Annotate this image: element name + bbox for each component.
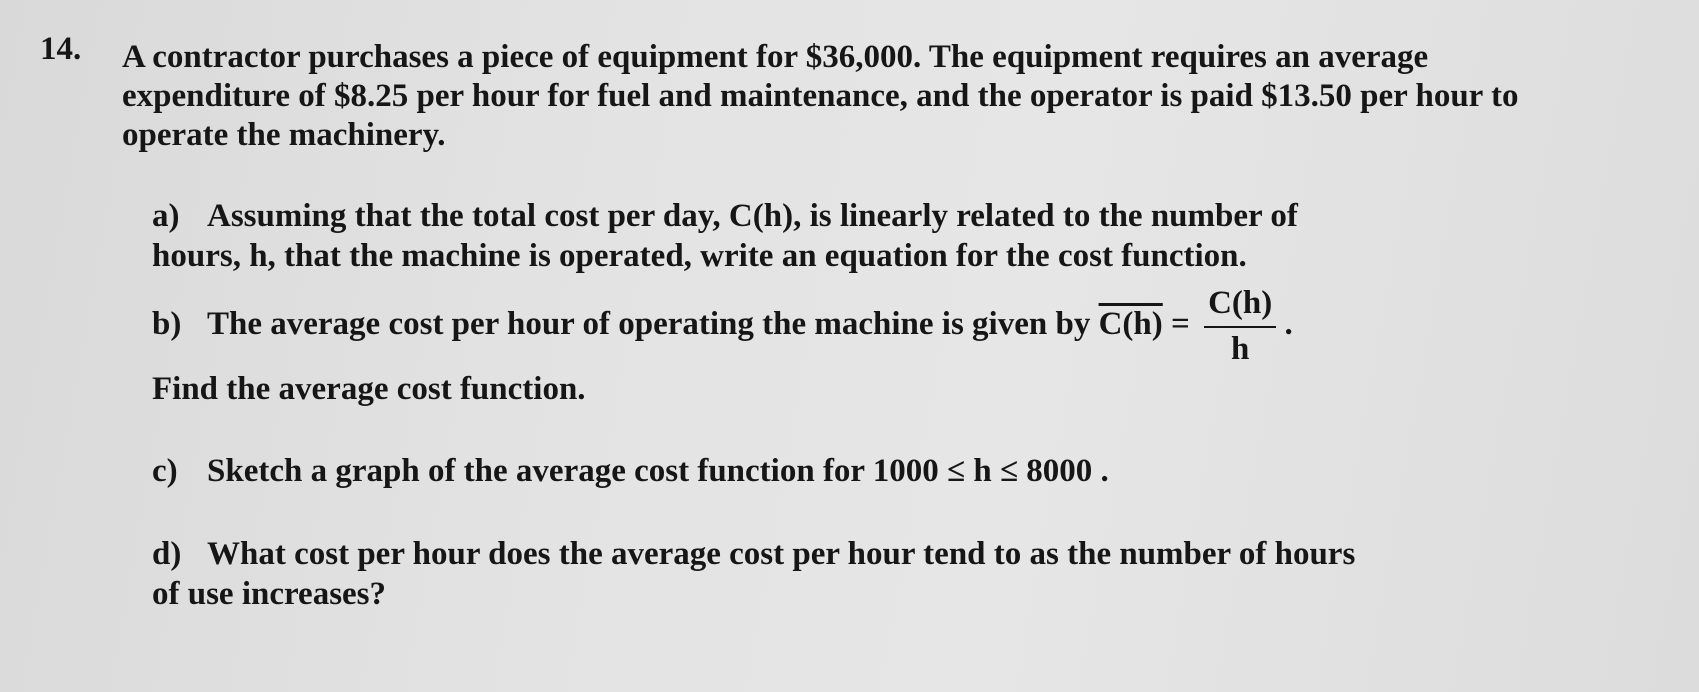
average-cost-fraction [1204, 284, 1276, 369]
period: . [1284, 306, 1293, 343]
part-c-label: c) [152, 453, 178, 489]
part-b-text: The average cost per hour of operating the machine is given by [207, 306, 1091, 343]
part-d-label: d) [152, 536, 182, 572]
part-b-label: b) [152, 306, 182, 343]
part-d-line1: What cost per hour does the average cost per hour tend to as the number of hours [207, 536, 1356, 572]
part-d-line2: of use increases? [152, 575, 387, 612]
part-a-line1: Assuming that the total cost per day, C(h), is linearly related to the number of [207, 198, 1298, 234]
part-d [152, 535, 1355, 614]
question-number: 14. [40, 31, 82, 67]
part-a-label: a) [152, 198, 180, 234]
part-a [152, 197, 1298, 276]
part-b [152, 284, 1293, 369]
question-stem: A contractor purchases a piece of equipment for $36,000. The equipment requires an average expenditure of $8.25 per hour for fuel and maintenance, and the operator is paid $13.50 per hour to operate the machinery. [122, 39, 1519, 153]
average-cost-symbol: C(h) [1098, 306, 1163, 343]
bleed-through [300, 0, 307, 30]
part-c [152, 452, 1109, 492]
equals-sign: = [1171, 306, 1190, 343]
fraction-numerator: C(h) [1204, 284, 1276, 328]
part-c-text: Sketch a graph of the average cost function for 1000 ≤ h ≤ 8000 . [207, 453, 1109, 489]
fraction-denominator: h [1230, 330, 1250, 367]
part-a-line2: hours, h, that the machine is operated, write an equation for the cost function. [152, 237, 1247, 274]
part-b-line2: Find the average cost function. [152, 371, 586, 407]
